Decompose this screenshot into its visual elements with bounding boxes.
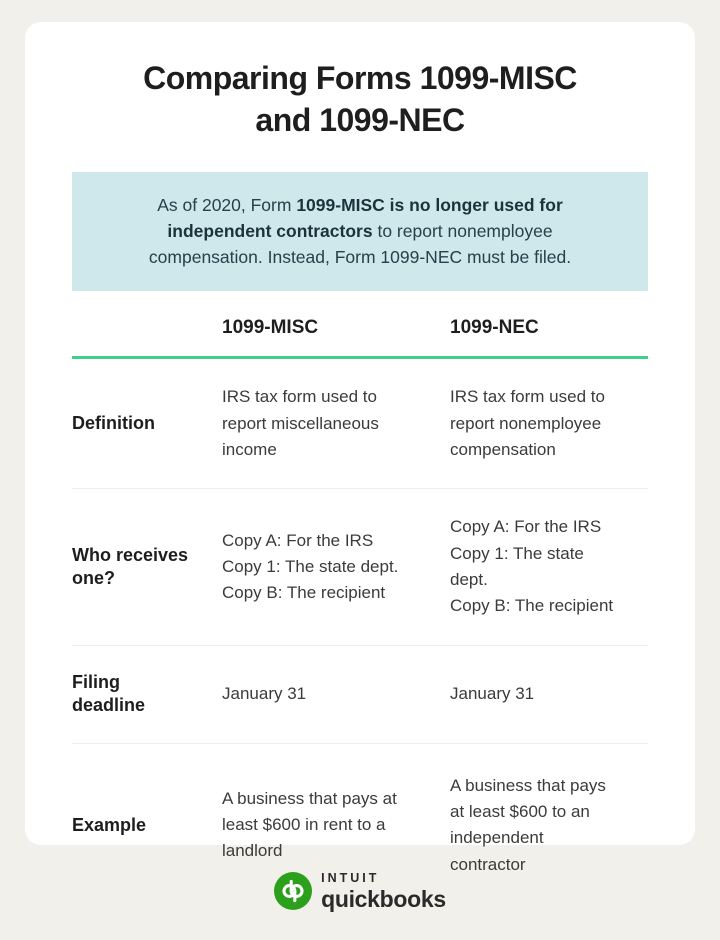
row-label: Filing deadline — [72, 671, 146, 716]
comparison-table — [72, 317, 648, 917]
brand-wordmark — [321, 872, 446, 911]
copy-a-line: Copy A: For the IRS — [222, 530, 374, 550]
row-label: Definition — [72, 413, 155, 434]
row-label: Example — [72, 814, 147, 835]
quickbooks-wordmark: quickbooks — [321, 885, 446, 912]
cell-nec-example: A business that pays at least $600 to an independent contractor — [450, 775, 606, 874]
table-row-definition — [72, 359, 648, 489]
infographic-card — [25, 22, 695, 874]
table-header-row — [72, 317, 648, 356]
callout-text — [121, 193, 599, 270]
cell-misc-definition: IRS tax form used to report miscellaneous income — [222, 387, 379, 460]
cell-nec-who-receives — [450, 514, 648, 619]
table-header-nec: 1099-NEC — [450, 317, 539, 339]
callout-text-bold: 1099-MISC is no longer used for independent contractors — [167, 195, 563, 241]
quickbooks-logo-icon — [274, 872, 312, 910]
copy-b-line: Copy B: The recipient — [450, 596, 614, 616]
copy-b-line: Copy B: The recipient — [222, 583, 386, 603]
copy-1-line: Copy 1: The state dept. — [222, 556, 399, 576]
cell-misc-who-receives — [222, 528, 450, 607]
table-row-who-receives — [72, 489, 648, 645]
intuit-wordmark: INTUIT — [321, 871, 380, 885]
page-title — [72, 58, 648, 141]
callout-banner — [72, 172, 648, 291]
table-row-filing-deadline — [72, 646, 648, 744]
callout-text-suffix: to report nonemployee compensation. Instead, Form 1099-NEC must be filed. — [148, 220, 572, 267]
page-title-line2: and 1099-NEC — [255, 101, 465, 138]
cell-misc-filing-deadline: January 31 — [222, 683, 307, 703]
callout-text-prefix: As of 2020, Form — [157, 195, 297, 216]
copy-a-line: Copy A: For the IRS — [450, 517, 602, 537]
cell-nec-filing-deadline: January 31 — [450, 683, 535, 703]
row-label: Who receives one? — [72, 544, 189, 589]
cell-misc-example: A business that pays at least $600 in rent to a landlord — [222, 788, 397, 861]
table-header-spacer — [72, 317, 222, 339]
page-title-line1: Comparing Forms 1099-MISC — [143, 60, 577, 96]
copy-1-line: Copy 1: The state dept. — [450, 543, 584, 590]
table-header-misc: 1099-MISC — [222, 317, 319, 339]
cell-nec-definition: IRS tax form used to report nonemployee compensation — [450, 387, 605, 460]
